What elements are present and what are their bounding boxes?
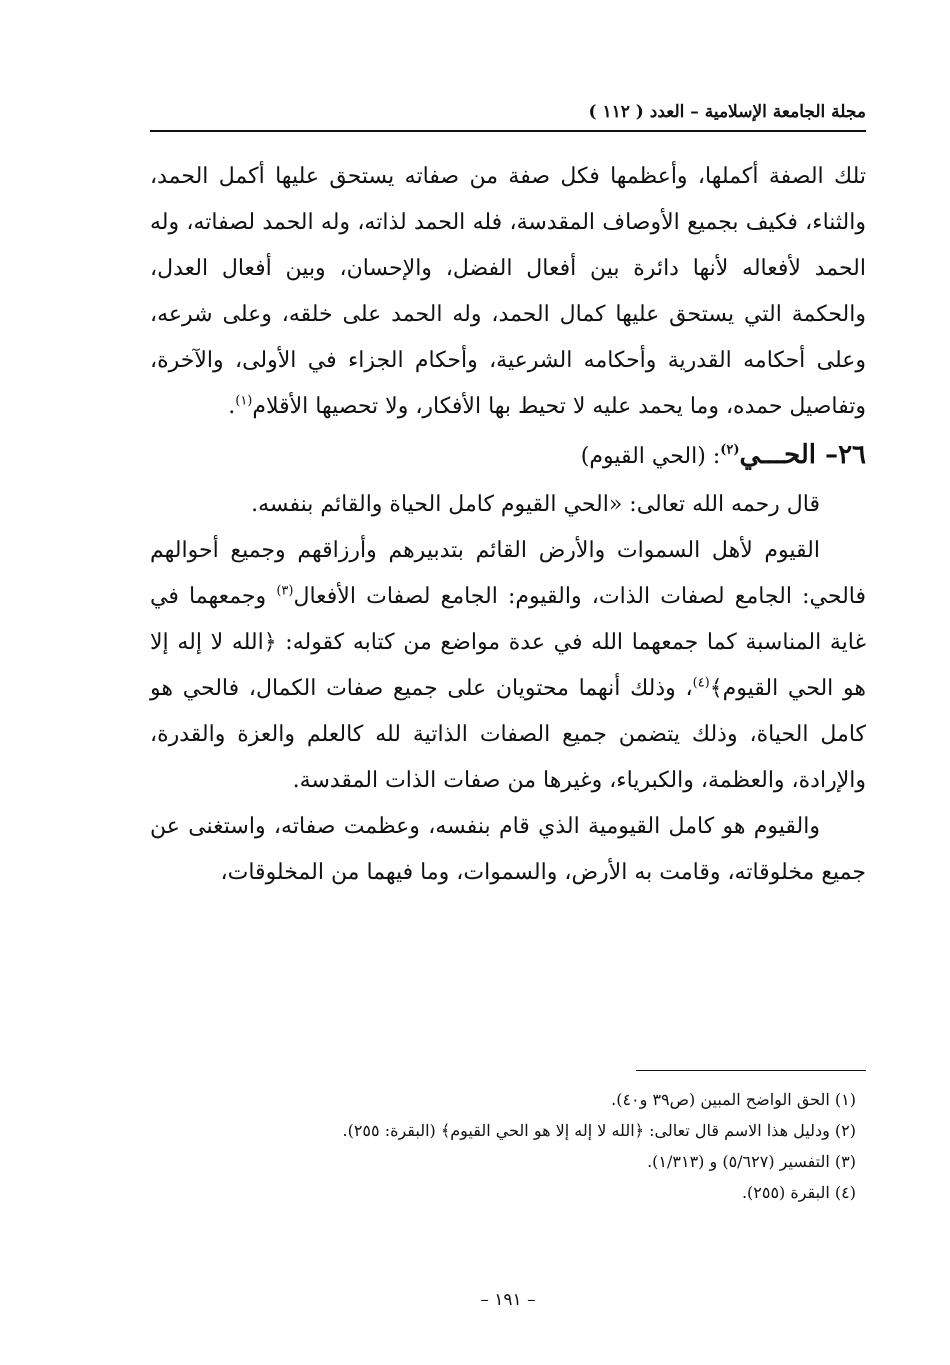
footnote-ref-4[interactable]: (٤) — [692, 675, 710, 691]
footnote-ref-1[interactable]: (١) — [235, 393, 253, 409]
paragraph-qayyumiyya: والقيوم هو كامل القيومية الذي قام بنفسه، وعظمت صفاته، واستغنى عن جميع مخلوقاته، وقامت به الأرض، والسموات، وما فيهما من المخلوقات، — [150, 814, 866, 885]
paragraph-praise — [150, 154, 866, 430]
paragraph-praise-text: تلك الصفة أكملها، وأعظمها فكل صفة من صفاته يستحق عليها أكمل الحمد، والثناء، فكيف بجميع الأوصاف المقدسة، فله الحمد لذاته، وله الحمد لصفاته، وله الحمد لأفعاله لأنها دائرة بين أفعال الفضل، والإحسان، وبين أفعال العدل، والحكمة التي يستحق عليها كمال الحمد، وله الحمد على خلقه، وعلى شرعه، وعلى أحكامه القدرية وأحكامه الشرعية، وأحكام الجزاء في الأولى، والآخرة، وتفاصيل حمده، وما يحمد عليه لا تحيط بها الأفكار، ولا تحصيها الأقلام — [150, 164, 867, 419]
footnote-ref-3[interactable]: (٣) — [276, 583, 294, 599]
header-rule — [150, 130, 866, 132]
footnote-4: (٤) البقرة (٢٥٥). — [741, 1183, 856, 1202]
main-text — [150, 154, 866, 896]
section-heading — [150, 430, 866, 482]
paragraph-quote: قال رحمه الله تعالى: «الحي القيوم كامل الحياة والقائم بنفسه. — [251, 492, 820, 517]
heading-title: ٢٦– الحـــي — [739, 440, 866, 470]
footnote-1: (١) الحق الواضح المبين (ص٣٩ و٤٠). — [611, 1090, 856, 1109]
paragraph-qayyum-text: القيوم لأهل السموات والأرض القائم بتدبيرهم وأرزاقهم وجميع أحوالهم فالحي: الجامع لصفات الذات، والقيوم: الجامع لصفات الأفعال — [150, 538, 866, 609]
paragraph-qayyum-end: ، وذلك أنهما محتويان على جميع صفات الكمال، فالحي هو كامل الحياة، وذلك يتضمن جميع الصفات الذاتية لله كالعلم والعزة والقدرة، والإرادة، والعظمة، والكبرياء، وغيرها من صفات الذات المقدسة. — [150, 676, 866, 793]
footnote-ref-2[interactable]: (٢) — [720, 442, 740, 458]
footnote-rule — [636, 1070, 866, 1071]
page-number: – ١٩١ – — [480, 1290, 536, 1310]
journal-running-header: مجلة الجامعة الإسلامية – العدد ( ١١٢ ) — [588, 102, 866, 122]
document-page — [150, 90, 866, 1340]
footnote-2: (٢) ودليل هذا الاسم قال تعالى: ﴿الله لا إله إلا هو الحي القيوم﴾ (البقرة: ٢٥٥). — [342, 1121, 856, 1140]
paragraph-qayyum-rest: وجمعهما في غاية المناسبة كما جمعهما الله في عدة مواضع من كتابه كقوله: ﴿الله لا إله إلا هو الحي القيوم﴾ — [150, 584, 866, 701]
paragraph-qayyum — [150, 528, 866, 804]
footnote-3: (٣) التفسير (٥/٦٢٧) و (١/٣١٣). — [647, 1152, 856, 1171]
paragraph-praise-end: . — [228, 394, 236, 419]
footnotes — [150, 1084, 856, 1208]
heading-subtitle: : (الحي القيوم) — [580, 444, 721, 469]
